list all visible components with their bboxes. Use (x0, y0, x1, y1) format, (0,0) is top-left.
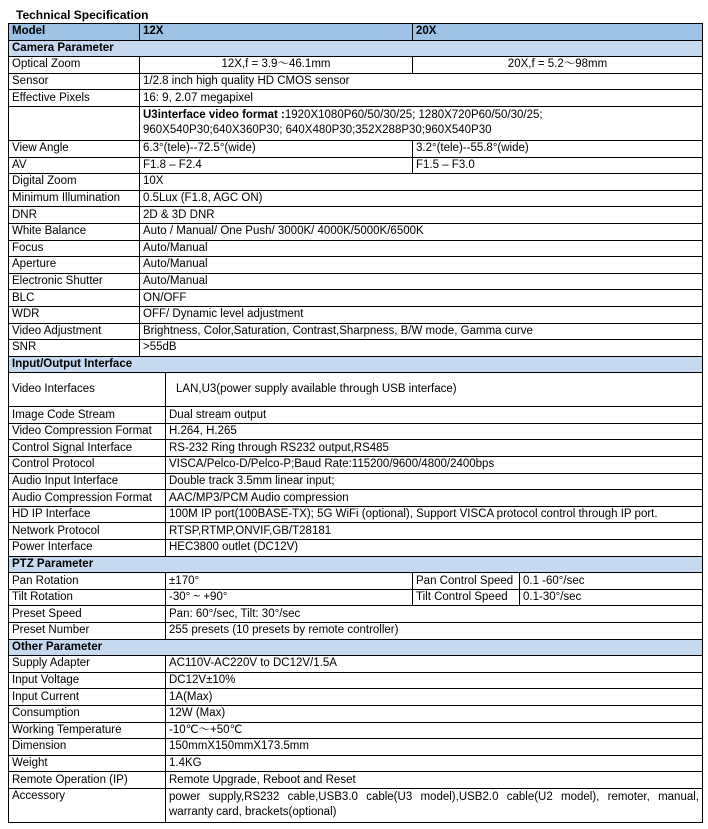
table-row (9, 755, 703, 772)
row-value: Brightness, Color,Saturation, Contrast,Sharpness, B/W mode, Gamma curve (140, 323, 703, 340)
table-row (9, 57, 703, 74)
row-label: Sensor (9, 73, 140, 90)
table-row (9, 589, 703, 606)
row-value: 1/2.8 inch high quality HD CMOS sensor (140, 73, 703, 90)
row-label: Supply Adapter (9, 656, 166, 673)
row-value-12x: 12X,f = 3.9～46.1mm (140, 57, 413, 74)
row-label: Aperture (9, 257, 140, 274)
row-value: DC12V±10% (166, 672, 703, 689)
row-value: RS-232 Ring through RS232 output,RS485 (166, 440, 703, 457)
row-value: ±170° (166, 573, 413, 590)
row-value: -10℃～+50℃ (166, 722, 703, 739)
row-label: Preset Number (9, 623, 166, 640)
row-value (140, 106, 703, 140)
table-row (9, 672, 703, 689)
row-label: Video Adjustment (9, 323, 140, 340)
row-value: 255 presets (10 presets by remote controller) (166, 623, 703, 640)
row-value: LAN,U3(power supply available through USB interface) (166, 373, 703, 407)
video-format-line2: 960X540P30;640X360P30; 640X480P30;352X288P30;960X540P30 (143, 124, 492, 137)
row-label: Digital Zoom (9, 174, 140, 191)
table-row (9, 306, 703, 323)
table-row (9, 257, 703, 274)
section-other: Other Parameter (9, 639, 703, 656)
row-label: BLC (9, 290, 140, 307)
table-row (9, 223, 703, 240)
row-label: Electronic Shutter (9, 273, 140, 290)
table-row (9, 240, 703, 257)
row-value: VISCA/Pelco-D/Pelco-P;Baud Rate:115200/9600/4800/2400bps (166, 457, 703, 474)
row-label-empty (9, 106, 140, 140)
row-label: Accessory (9, 788, 166, 822)
page-title: Technical Specification (16, 8, 149, 22)
row-label-2: Tilt Control Speed (413, 589, 520, 606)
row-value-12x: 6.3°(tele)--72.5°(wide) (140, 140, 413, 157)
header-20x: 20X (413, 24, 703, 41)
row-label: Working Temperature (9, 722, 166, 739)
row-label: AV (9, 157, 140, 174)
row-value: 0.5Lux (F1.8, AGC ON) (140, 190, 703, 207)
row-label: View Angle (9, 140, 140, 157)
row-value-12x: F1.8 – F2.4 (140, 157, 413, 174)
table-row (9, 90, 703, 107)
section-io: Input/Output Interface (9, 356, 703, 373)
table-row (9, 506, 703, 523)
table-row (9, 106, 703, 140)
table-row (9, 440, 703, 457)
row-label: Remote Operation (IP) (9, 772, 166, 789)
row-label: Tilt Rotation (9, 589, 166, 606)
row-value: Auto/Manual (140, 240, 703, 257)
row-label: Minimum Illumination (9, 190, 140, 207)
row-label: HD IP Interface (9, 506, 166, 523)
table-row (9, 656, 703, 673)
row-label: Input Current (9, 689, 166, 706)
table-row (9, 323, 703, 340)
row-value: OFF/ Dynamic level adjustment (140, 306, 703, 323)
row-value: 2D & 3D DNR (140, 207, 703, 224)
row-value: H.264, H.265 (166, 423, 703, 440)
table-row (9, 573, 703, 590)
table-row (9, 207, 703, 224)
row-value: 100M IP port(100BASE-TX); 5G WiFi (optional), Support VISCA protocol control through IP port. (166, 506, 703, 523)
row-value-20x: 3.2°(tele)--55.8°(wide) (413, 140, 703, 157)
row-value: 1A(Max) (166, 689, 703, 706)
row-label: Audio Input Interface (9, 473, 166, 490)
table-row (9, 290, 703, 307)
table-row (9, 73, 703, 90)
section-ptz: PTZ Parameter (9, 556, 703, 573)
row-value: Double track 3.5mm linear input; (166, 473, 703, 490)
table-row (9, 174, 703, 191)
row-value: >55dB (140, 340, 703, 357)
row-value: 12W (Max) (166, 705, 703, 722)
row-label: Optical Zoom (9, 57, 140, 74)
row-label: Dimension (9, 739, 166, 756)
table-header-row (9, 24, 703, 41)
table-row (9, 373, 703, 407)
row-value: Auto / Manual/ One Push/ 3000K/ 4000K/5000K/6500K (140, 223, 703, 240)
row-label: Power Interface (9, 540, 166, 557)
row-label: Network Protocol (9, 523, 166, 540)
section-row (9, 40, 703, 57)
table-row (9, 523, 703, 540)
section-row (9, 556, 703, 573)
row-value: Auto/Manual (140, 257, 703, 274)
section-camera: Camera Parameter (9, 40, 703, 57)
table-row (9, 623, 703, 640)
row-label: Effective Pixels (9, 90, 140, 107)
row-label: WDR (9, 306, 140, 323)
header-model: Model (9, 24, 140, 41)
table-row (9, 689, 703, 706)
table-row (9, 722, 703, 739)
row-value-20x: F1.5 – F3.0 (413, 157, 703, 174)
row-label: Focus (9, 240, 140, 257)
row-value: 150mmX150mmX173.5mm (166, 739, 703, 756)
row-label: Weight (9, 755, 166, 772)
row-label: White Balance (9, 223, 140, 240)
row-label: SNR (9, 340, 140, 357)
section-row (9, 356, 703, 373)
row-value-2: 0.1 -60°/sec (520, 573, 703, 590)
row-value: HEC3800 outlet (DC12V) (166, 540, 703, 557)
row-value: ON/OFF (140, 290, 703, 307)
spec-table (8, 23, 703, 823)
table-row (9, 190, 703, 207)
row-value: AC110V-AC220V to DC12V/1.5A (166, 656, 703, 673)
row-value-20x: 20X,f = 5.2～98mm (413, 57, 703, 74)
row-value: power supply,RS232 cable,USB3.0 cable(U3 model),USB2.0 cable(U2 model), remoter, manual, warranty card, brackets(optional) (166, 788, 703, 822)
row-value: 10X (140, 174, 703, 191)
row-label: Consumption (9, 705, 166, 722)
video-format-line1: 1920X1080P60/50/30/25; 1280X720P60/50/30/25; (284, 109, 543, 122)
row-value: -30° ~ +90° (166, 589, 413, 606)
table-row (9, 457, 703, 474)
table-row (9, 407, 703, 424)
table-row (9, 606, 703, 623)
row-label: Audio Compression Format (9, 490, 166, 507)
row-value: Auto/Manual (140, 273, 703, 290)
row-label: Image Code Stream (9, 407, 166, 424)
table-row (9, 340, 703, 357)
table-row (9, 705, 703, 722)
table-row (9, 423, 703, 440)
row-label-2: Pan Control Speed (413, 573, 520, 590)
header-12x: 12X (140, 24, 413, 41)
table-row (9, 157, 703, 174)
row-label: Video Interfaces (9, 373, 166, 407)
row-label: Control Signal Interface (9, 440, 166, 457)
row-label: Control Protocol (9, 457, 166, 474)
row-value-2: 0.1-30°/sec (520, 589, 703, 606)
video-format-lead: U3interface video format : (143, 109, 285, 122)
table-row (9, 540, 703, 557)
table-row (9, 788, 703, 822)
table-row (9, 490, 703, 507)
table-row (9, 473, 703, 490)
row-value: Remote Upgrade, Reboot and Reset (166, 772, 703, 789)
row-value: AAC/MP3/PCM Audio compression (166, 490, 703, 507)
table-row (9, 273, 703, 290)
table-row (9, 772, 703, 789)
table-row (9, 739, 703, 756)
row-label: Preset Speed (9, 606, 166, 623)
row-label: Pan Rotation (9, 573, 166, 590)
row-value: Pan: 60°/sec, Tilt: 30°/sec (166, 606, 703, 623)
row-value: 16: 9, 2.07 megapixel (140, 90, 703, 107)
table-row (9, 140, 703, 157)
row-label: DNR (9, 207, 140, 224)
row-value: 1.4KG (166, 755, 703, 772)
row-value: Dual stream output (166, 407, 703, 424)
row-label: Video Compression Format (9, 423, 166, 440)
row-label: Input Voltage (9, 672, 166, 689)
section-row (9, 639, 703, 656)
row-value: RTSP,RTMP,ONVIF,GB/T28181 (166, 523, 703, 540)
